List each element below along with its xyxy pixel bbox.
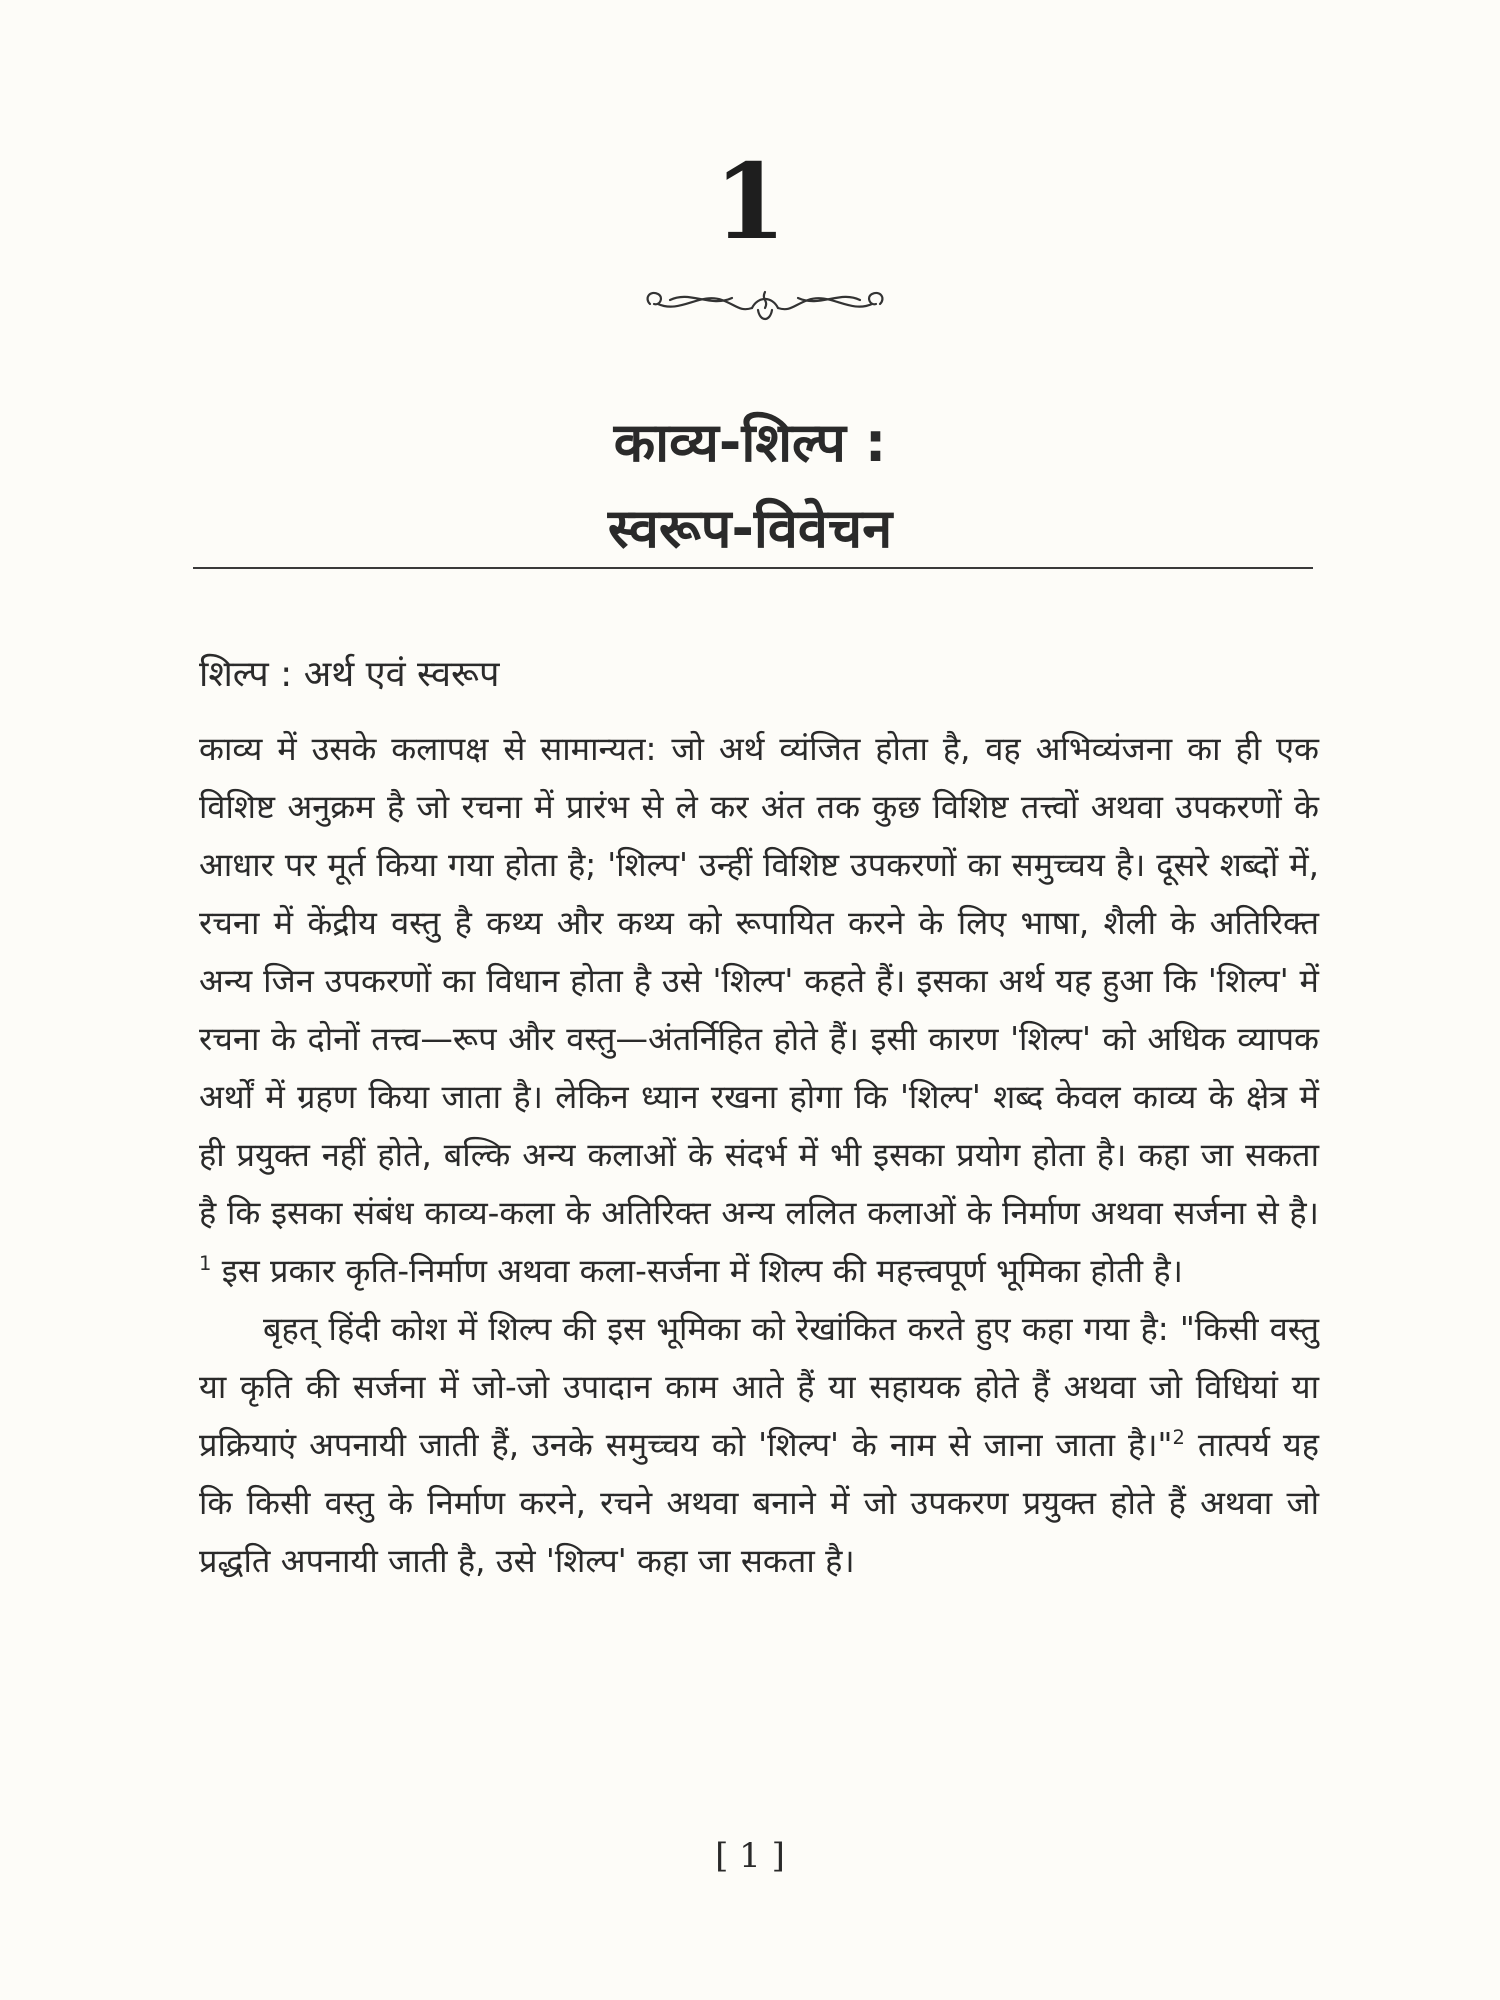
section-heading: शिल्प : अर्थ एवं स्वरूप <box>199 654 500 695</box>
paragraph-2 <box>199 1300 1319 1590</box>
page-number: [ 1 ] <box>715 1836 785 1876</box>
footnote-ref-1: 1 <box>199 1252 212 1276</box>
title-divider <box>193 567 1313 569</box>
paragraph-1 <box>199 720 1319 1300</box>
paragraph-1-text-cont: इस प्रकार कृति-निर्माण अथवा कला-सर्जना में शिल्प की महत्त्वपूर्ण भूमिका होती है। <box>211 1252 1183 1290</box>
paragraph-2-text: बृहत् हिंदी कोश में शिल्प की इस भूमिका को रेखांकित करते हुए कहा गया है: "किसी वस्तु या कृति की सर्जना में जो-जो उपादान काम आते हैं या सहायक होते हैं अथवा जो विधियां या प्रक्रियाएं अपनायी जाती हैं, उनके समुच्चय को 'शिल्प' के नाम से जाना जाता है।" <box>199 1310 1319 1464</box>
paragraph-2-text-cont: तात्पर्य यह कि किसी वस्तु के निर्माण करने, रचने अथवा बनाने में जो उपकरण प्रयुक्त होते हैं अथवा जो प्रद्धति अपनायी जाती है, उसे 'शिल्प' कहा जा सकता है। <box>199 1426 1319 1580</box>
chapter-title <box>0 400 1500 572</box>
chapter-title-line-2: स्वरूप-विवेचन <box>607 497 893 560</box>
chapter-title-line-1: काव्य-शिल्प : <box>613 411 887 474</box>
paragraph-1-text: काव्य में उसके कलापक्ष से सामान्यत: जो अर्थ व्यंजित होता है, वह अभिव्यंजना का ही एक विशिष्ट अनुक्रम है जो रचना में प्रारंभ से ले कर अंत तक कुछ विशिष्ट तत्त्वों अथवा उपकरणों के आधार पर मूर्त किया गया होता है; 'शिल्प' उन्हीं विशिष्ट उपकरणों का समुच्चय है। दूसरे शब्दों में, रचना में केंद्रीय वस्तु है कथ्य और कथ्य को रूपायित करने के लिए भाषा, शैली के अतिरिक्त अन्य जिन उपकरणों का विधान होता है उसे 'शिल्प' कहते हैं। इसका अर्थ यह हुआ कि 'शिल्प' में रचना के दोनों तत्त्व—रूप और वस्तु—अंतर्निहित होते हैं। इसी कारण 'शिल्प' को अधिक व्यापक अर्थों में ग्रहण किया जाता है। लेकिन ध्यान रखना होगा कि 'शिल्प' शब्द केवल काव्य के क्षेत्र में ही प्रयुक्त नहीं होते, बल्कि अन्य कलाओं के संदर्भ में भी इसका प्रयोग होता है। कहा जा सकता है कि इसका संबंध काव्य-कला के अतिरिक्त अन्य ललित कलाओं के निर्माण अथवा सर्जना से है। <box>199 730 1319 1232</box>
body-text <box>199 720 1319 1590</box>
flourish-ornament-icon <box>640 278 890 328</box>
chapter-number: 1 <box>713 140 787 263</box>
footnote-ref-2: 2 <box>1172 1426 1185 1450</box>
